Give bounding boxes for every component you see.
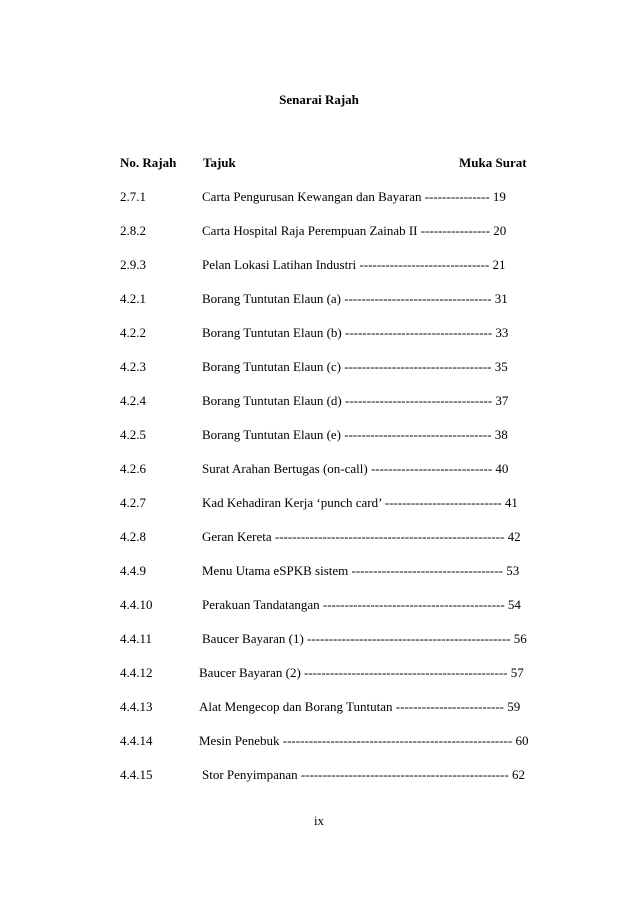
figure-number: 2.7.1 <box>120 189 146 204</box>
column-header-tajuk: Tajuk <box>203 155 236 170</box>
figure-entry: Borang Tuntutan Elaun (a) ---------------------------------- 31 <box>202 291 508 306</box>
page-number: ix <box>313 813 325 828</box>
figure-entry: Baucer Bayaran (1) ----------------------------------------------- 56 <box>202 631 527 646</box>
figure-number: 4.4.11 <box>120 631 153 646</box>
list-item <box>0 563 638 583</box>
figure-entry: Carta Hospital Raja Perempuan Zainab II ---------------- 20 <box>202 223 507 238</box>
figure-number: 4.2.2 <box>120 325 146 340</box>
figure-number: 4.4.10 <box>120 597 153 612</box>
list-item <box>0 495 638 515</box>
list-item <box>0 359 638 379</box>
figure-number: 4.4.14 <box>120 733 153 748</box>
page-title: Senarai Rajah <box>279 92 359 107</box>
column-header-muka-surat: Muka Surat <box>459 155 527 170</box>
column-header-no-rajah: No. Rajah <box>120 155 177 170</box>
figure-number: 4.2.7 <box>120 495 146 510</box>
figure-entry: Borang Tuntutan Elaun (d) ---------------------------------- 37 <box>202 393 509 408</box>
list-item <box>0 699 638 719</box>
figure-number: 4.2.1 <box>120 291 146 306</box>
figure-number: 2.9.3 <box>120 257 146 272</box>
list-item <box>0 223 638 243</box>
figure-entry: Alat Mengecop dan Borang Tuntutan ------------------------- 59 <box>199 699 521 714</box>
list-item <box>0 427 638 447</box>
list-item <box>0 325 638 345</box>
figure-number: 4.4.15 <box>120 767 153 782</box>
figure-number: 4.2.3 <box>120 359 146 374</box>
figure-number: 4.2.8 <box>120 529 146 544</box>
figure-entry: Surat Arahan Bertugas (on-call) ---------------------------- 40 <box>202 461 509 476</box>
figure-entry: Borang Tuntutan Elaun (b) ---------------------------------- 33 <box>202 325 509 340</box>
list-item <box>0 733 638 753</box>
figure-entry: Mesin Penebuk ----------------------------------------------------- 60 <box>199 733 529 748</box>
figure-number: 4.2.4 <box>120 393 146 408</box>
figure-entry: Kad Kehadiran Kerja ‘punch card’ --------------------------- 41 <box>202 495 518 510</box>
figure-entry: Stor Penyimpanan ------------------------------------------------ 62 <box>202 767 525 782</box>
figure-entry: Geran Kereta ----------------------------------------------------- 42 <box>202 529 521 544</box>
figure-number: 2.8.2 <box>120 223 146 238</box>
figure-entry: Pelan Lokasi Latihan Industri ------------------------------ 21 <box>202 257 506 272</box>
list-item <box>0 461 638 481</box>
list-item <box>0 631 638 651</box>
list-item <box>0 665 638 685</box>
figure-entry: Menu Utama eSPKB sistem ----------------------------------- 53 <box>202 563 520 578</box>
figure-number: 4.4.12 <box>120 665 153 680</box>
figure-entry: Baucer Bayaran (2) ----------------------------------------------- 57 <box>199 665 524 680</box>
figure-number: 4.4.9 <box>120 563 146 578</box>
figure-entry: Carta Pengurusan Kewangan dan Bayaran --------------- 19 <box>202 189 506 204</box>
figure-entry: Borang Tuntutan Elaun (c) ---------------------------------- 35 <box>202 359 508 374</box>
list-item <box>0 291 638 311</box>
figure-entry: Borang Tuntutan Elaun (e) ---------------------------------- 38 <box>202 427 508 442</box>
figure-number: 4.2.6 <box>120 461 146 476</box>
list-item <box>0 597 638 617</box>
figure-number: 4.2.5 <box>120 427 146 442</box>
figure-number: 4.4.13 <box>120 699 153 714</box>
list-item <box>0 767 638 787</box>
list-item <box>0 189 638 209</box>
list-item <box>0 393 638 413</box>
list-item <box>0 257 638 277</box>
figure-entry: Perakuan Tandatangan ------------------------------------------ 54 <box>202 597 521 612</box>
list-item <box>0 529 638 549</box>
